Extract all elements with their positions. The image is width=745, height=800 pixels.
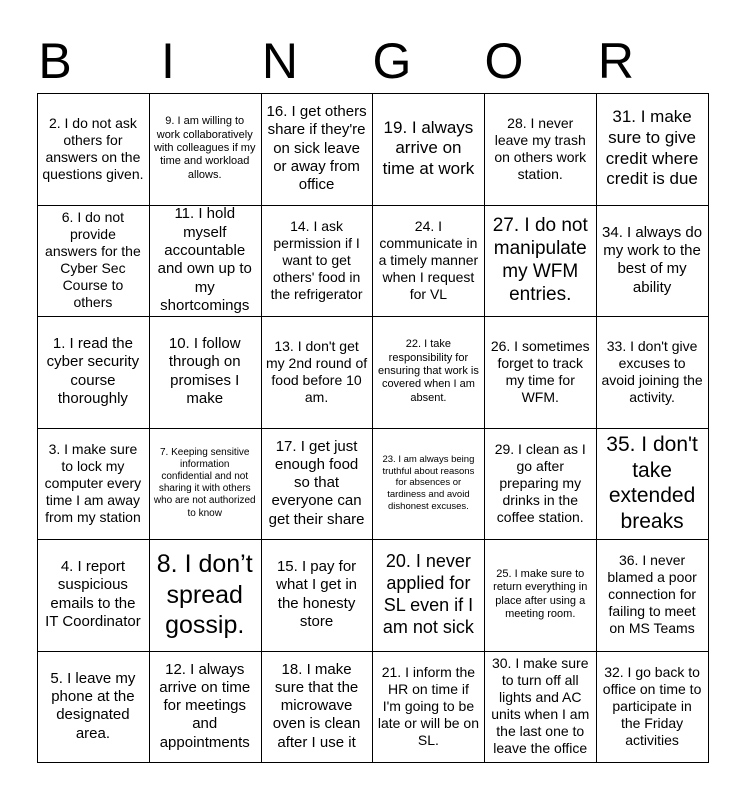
bingo-cell-text: 18. I make sure that the microwave oven is clean after I use it [272, 660, 361, 751]
bingo-cell-text: 17. I get just enough food so that everyone can get their share [268, 437, 365, 528]
bingo-cell-text: 27. I do not manipulate my WFM entries. [492, 214, 588, 306]
bingo-cell[interactable] [484, 539, 597, 652]
bingo-cell[interactable] [484, 428, 597, 541]
bingo-cell-text: 2. I do not ask others for answers on the questions given. [42, 114, 144, 182]
bingo-cell[interactable] [37, 316, 150, 429]
bingo-cell-text: 9. I am willing to work collaboratively with colleagues if my time and workload allows. [153, 115, 256, 181]
bingo-cell[interactable] [484, 316, 597, 429]
bingo-cell-text: 31. I make sure to give credit where credit is due [605, 107, 699, 189]
bingo-cell-text: 13. I don't get my 2nd round of food before 10 am. [265, 337, 368, 405]
header-letter-b: B [38, 33, 72, 89]
bingo-cell-text: 12. I always arrive on time for meetings and appointments [159, 660, 251, 751]
bingo-cell-text: 6. I do not provide answers for the Cyber Sec Course to others [45, 209, 141, 311]
bingo-cell[interactable] [261, 539, 374, 652]
bingo-cell-text: 3. I make sure to lock my computer every time I am away from my station [44, 440, 142, 525]
header-letter-n: N [261, 33, 299, 89]
bingo-cell[interactable] [37, 651, 150, 764]
bingo-cell-text: 15. I pay for what I get in the honesty store [276, 558, 358, 631]
header-letter-o: O [484, 33, 524, 89]
bingo-cell-text: 20. I never applied for SL even if I am not sick [382, 550, 474, 637]
bingo-cell-text: 11. I hold myself accountable and own up to my shortcomings [157, 205, 252, 314]
bingo-cell[interactable] [261, 316, 374, 429]
bingo-cell-text: 34. I always do my work to the best of my ability [602, 223, 703, 296]
header-letter-r: R [597, 33, 635, 89]
bingo-cell[interactable] [484, 651, 597, 764]
bingo-cell[interactable] [261, 428, 374, 541]
bingo-cell[interactable] [373, 428, 486, 541]
bingo-header [37, 30, 708, 92]
bingo-cell-text: 14. I ask permission if I want to get others' food in the refrigerator [270, 217, 363, 302]
bingo-cell[interactable] [149, 93, 262, 206]
bingo-cell[interactable] [373, 316, 486, 429]
bingo-cell-text: 30. I make sure to turn off all lights and AC units when I am the last one to leave the office [491, 655, 590, 757]
bingo-cell-text: 10. I follow through on promises I make [168, 335, 241, 408]
bingo-cell-text: 1. I read the cyber security course thoroughly [46, 335, 140, 408]
bingo-cell-text: 7. Keeping sensitive information confidential and not sharing it with others who are not authorized to know [153, 446, 256, 519]
bingo-cell-text: 22. I take responsibility for ensuring that work is covered when I am absent. [377, 338, 479, 404]
header-letter-g: G [372, 33, 412, 89]
bingo-cell-text: 26. I sometimes forget to track my time for WFM. [490, 337, 590, 405]
bingo-cell-text: 19. I always arrive on time at work [382, 117, 475, 179]
bingo-cell-text: 16. I get others share if they're on sick leave or away from office [266, 103, 367, 194]
bingo-cell[interactable] [484, 93, 597, 206]
bingo-cell-text: 21. I inform the HR on time if I'm going to be late or will be on SL. [377, 663, 479, 748]
bingo-cell[interactable] [149, 316, 262, 429]
bingo-cell-text: 33. I don't give excuses to avoid joining the activity. [601, 337, 703, 405]
bingo-cell[interactable] [596, 651, 709, 764]
bingo-cell[interactable] [596, 428, 709, 541]
bingo-cell-text: 8. I don’t spread gossip. [156, 550, 253, 639]
bingo-cell-text: 29. I clean as I go after preparing my drinks in the coffee station. [494, 440, 586, 525]
bingo-cell[interactable] [596, 93, 709, 206]
bingo-cell[interactable] [373, 205, 486, 318]
bingo-cell[interactable] [373, 539, 486, 652]
bingo-board [37, 93, 708, 762]
bingo-cell-text: 28. I never leave my trash on others work station. [494, 114, 587, 182]
bingo-cell[interactable] [261, 651, 374, 764]
bingo-cell[interactable] [37, 93, 150, 206]
bingo-cell[interactable] [373, 651, 486, 764]
bingo-cell[interactable] [596, 539, 709, 652]
bingo-cell[interactable] [484, 205, 597, 318]
bingo-cell-text: 5. I leave my phone at the designated area. [50, 669, 136, 742]
bingo-cell-text: 32. I go back to office on time to participate in the Friday activities [602, 663, 702, 748]
bingo-cell[interactable] [37, 539, 150, 652]
bingo-cell-text: 4. I report suspicious emails to the IT Coordinator [45, 558, 141, 631]
bingo-cell[interactable] [261, 205, 374, 318]
bingo-cell[interactable] [37, 205, 150, 318]
bingo-cell[interactable] [37, 428, 150, 541]
bingo-cell[interactable] [596, 316, 709, 429]
bingo-cell[interactable] [149, 651, 262, 764]
header-letter-i: I [161, 33, 175, 89]
bingo-cell[interactable] [149, 428, 262, 541]
bingo-cell[interactable] [596, 205, 709, 318]
bingo-cell[interactable] [149, 539, 262, 652]
bingo-cell-text: 36. I never blamed a poor connection for failing to meet on MS Teams [607, 552, 697, 637]
bingo-cell-text: 25. I make sure to return everything in place after using a meeting room. [493, 567, 588, 621]
bingo-cell-text: 35. I don't take extended breaks [606, 433, 698, 533]
bingo-cell[interactable] [373, 93, 486, 206]
bingo-cell-text: 24. I communicate in a timely manner when I request for VL [378, 217, 479, 302]
bingo-cell[interactable] [261, 93, 374, 206]
bingo-cell[interactable] [149, 205, 262, 318]
bingo-cell-text: 23. I am always being truthful about reasons for absences or tardiness and avoid dishonest excuses. [382, 454, 475, 512]
